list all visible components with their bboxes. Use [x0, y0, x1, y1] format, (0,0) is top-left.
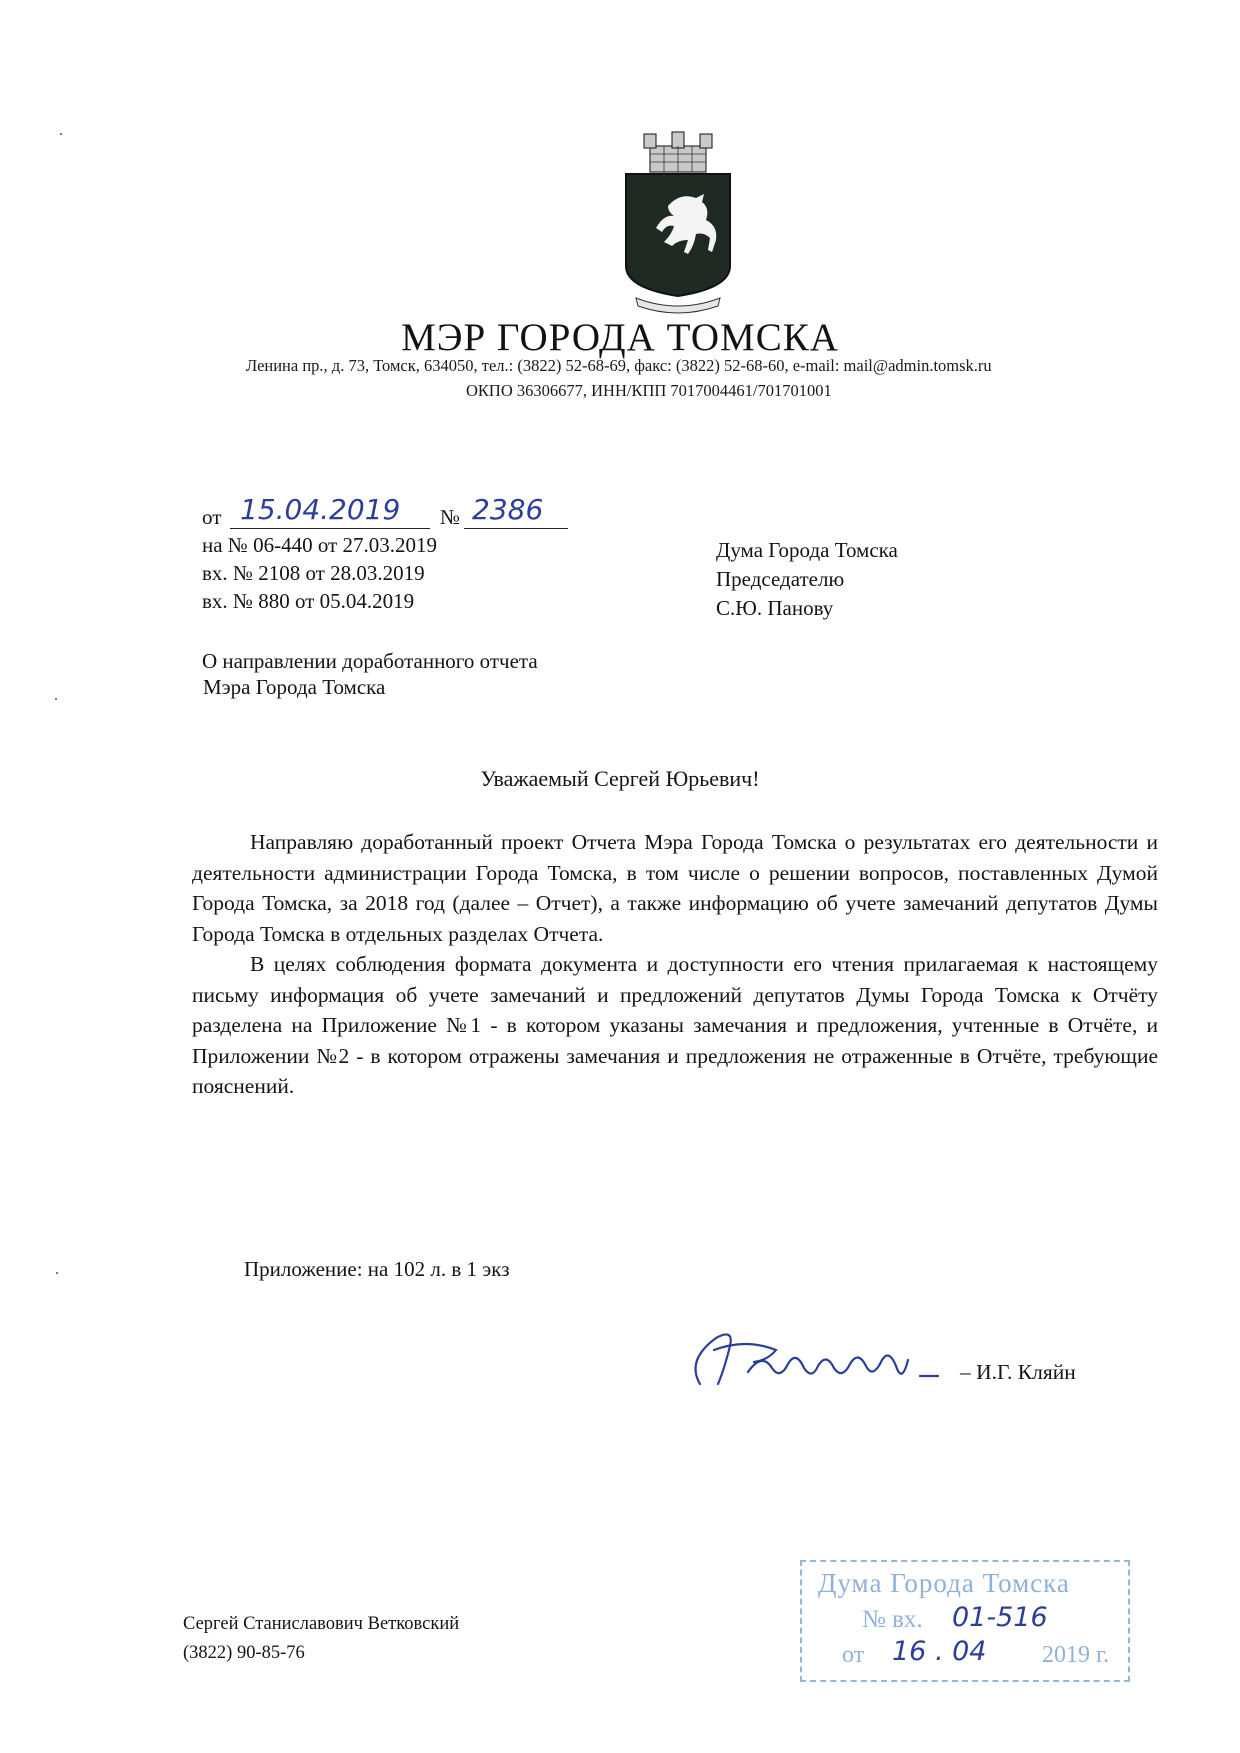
sender-address: Ленина пр., д. 73, Томск, 634050, тел.: (3822) 52-68-69, факс: (3822) 52-68-60, e-mail: mail@admin.tomsk.ru: [246, 356, 992, 375]
reference-line: на № 06-440 от 27.03.2019: [202, 533, 437, 557]
reference-line: вх. № 880 от 05.04.2019: [202, 589, 415, 613]
scan-speck: [55, 698, 57, 700]
addressee-org: Дума Города Томска: [716, 538, 898, 562]
outgoing-number-handwritten: 2386: [472, 493, 544, 526]
reference-line: вх. № 2108 от 28.03.2019: [202, 561, 425, 585]
scan-speck: [60, 133, 62, 135]
salutation: Уважаемый Сергей Юрьевич!: [480, 766, 760, 791]
stamp-number-label: № вх.: [862, 1606, 923, 1633]
stamp-date-prefix: от: [842, 1642, 865, 1668]
registration-stamp: [800, 1560, 1130, 1682]
executor-info: [183, 1610, 459, 1668]
attachment-note: Приложение: на 102 л. в 1 экз: [244, 1257, 510, 1281]
executor-name: Сергей Станиславович Ветковский: [183, 1614, 460, 1634]
body-paragraph: В целях соблюдения формата документа и доступности его чтения прилагаемая к настоящему письму информация об учете замечаний и предложений депутатов Думы Города Томска к Отчёту разделена на Приложение №1 - в котором указаны замечания и предложения, учтенные в Отчёте, и Приложении №2 - в котором отражены замечания и предложения не отраженные в Отчёте, требующие пояснений.: [192, 952, 1158, 1098]
date-label: от: [202, 505, 222, 529]
number-label: №: [440, 505, 461, 529]
stamp-org: Дума Города Томска: [818, 1568, 1070, 1598]
subject-line: О направлении доработанного отчета: [202, 649, 538, 673]
scan-speck: [56, 1272, 58, 1274]
addressee-position: Председателю: [716, 567, 845, 591]
stamp-date-handwritten: 16 . 04: [892, 1636, 987, 1667]
executor-phone: (3822) 90-85-76: [183, 1643, 305, 1663]
date-underline: [230, 528, 430, 529]
addressee-name: С.Ю. Панову: [716, 596, 834, 620]
city-coat-of-arms: [608, 128, 748, 314]
signatory-name: – И.Г. Кляйн: [960, 1360, 1076, 1384]
letter-subject: [202, 648, 538, 700]
letter-body: [192, 827, 1158, 1102]
subject-line: Мэра Города Томска: [203, 675, 386, 699]
stamp-year: 2019 г.: [1042, 1642, 1110, 1668]
page-title: МЭР ГОРОДА ТОМСКА: [401, 316, 839, 359]
stamp-number-handwritten: 01-516: [952, 1602, 1048, 1633]
sender-codes: ОКПО 36306677, ИНН/КПП 7017004461/701701001: [466, 381, 832, 400]
outgoing-date-handwritten: 15.04.2019: [240, 493, 401, 526]
addressee: [716, 536, 898, 623]
body-paragraph: Направляю доработанный проект Отчета Мэра Города Томска о результатах его деятельности и деятельности администрации Города Томска, в том числе о решении вопросов, поставленных Думой Города Томска, за 2018 год (далее – Отчет), а также информацию об учете замечаний депутатов Думы Города Томска в отдельных разделах Отчета.: [192, 830, 1158, 946]
number-underline: [464, 528, 568, 529]
handwritten-signature: [676, 1320, 966, 1392]
